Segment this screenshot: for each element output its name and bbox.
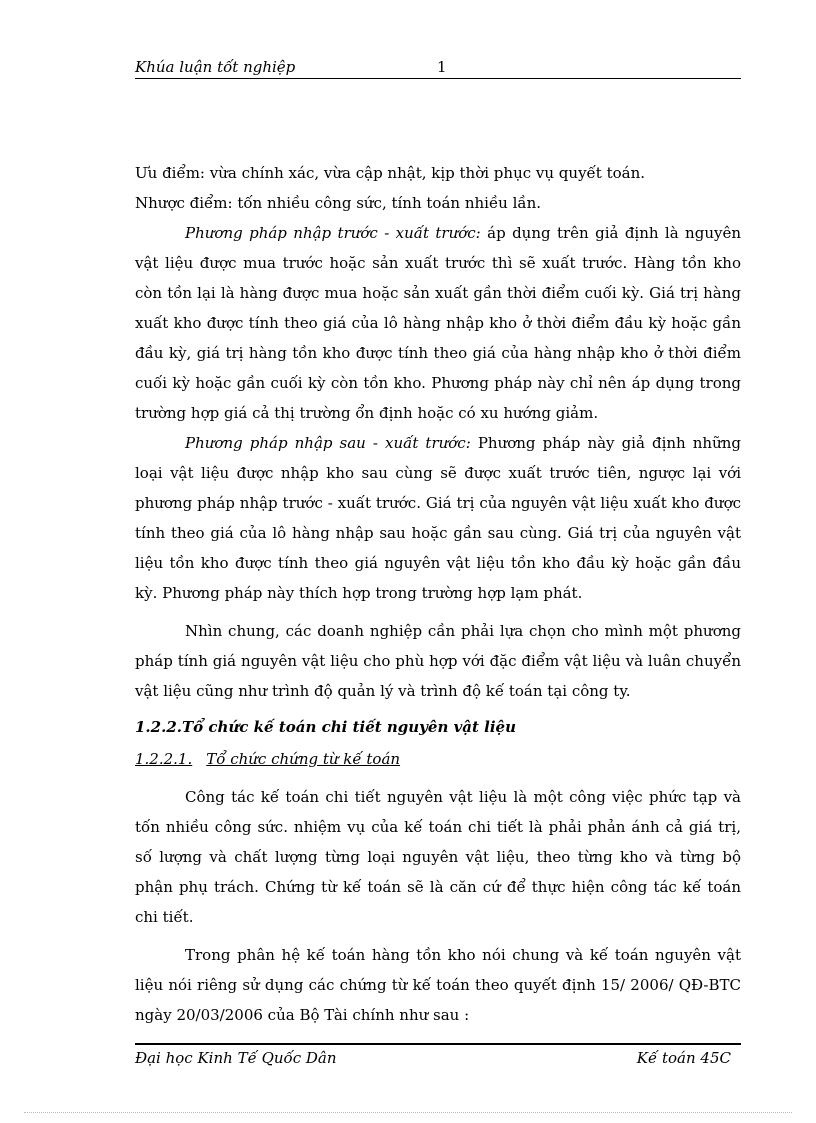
document-body: [135, 158, 741, 1030]
fifo-text: áp dụng trên giả định là nguyên vật liệu được mua trước hoặc sản xuất trước thì sẽ xuất trước. Hàng tồn kho còn tồn lại là hàng được mua hoặc sản xuất gần thời điểm cuối kỳ. Giá trị hàng xuất kho được tính theo giá của lô hàng nhập kho ở thời điểm đầu kỳ hoặc gần đầu kỳ, giá trị hàng tồn kho được tính theo giá của hàng nhập kho ở thời điểm cuối kỳ hoặc gần cuối kỳ còn tồn kho. Phương pháp này chỉ nên áp dụng trong trường hợp giá cả thị trường ổn định hoặc có xu hướng giảm.: [135, 224, 741, 422]
paragraph-detail-accounting: Công tác kế toán chi tiết nguyên vật liệu là một công việc phức tạp và tốn nhiều công sức. nhiệm vụ của kế toán chi tiết là phải phản ánh cả giá trị, số lượng và chất lượng từng loại nguyên vật liệu, theo từng kho và từng bộ phận phụ trách. Chứng từ kế toán sẽ là căn cứ để thực hiện công tác kế toán chi tiết.: [135, 788, 741, 926]
page-header: [135, 56, 741, 79]
section-heading: 1.2.2.Tổ chức kế toán chi tiết nguyên vật liệu: [135, 718, 517, 736]
paragraph-summary: Nhìn chung, các doanh nghiệp cần phải lựa chọn cho mình một phương pháp tính giá nguyên vật liệu cho phù hợp với đặc điểm vật liệu và luân chuyển vật liệu cũng như trình độ quản lý và trình độ kế toán tại công ty.: [135, 622, 741, 700]
document-page: [135, 0, 741, 1123]
subsection-title: Tổ chức chứng từ kế toán: [206, 750, 401, 768]
paragraph-documents: Trong phân hệ kế toán hàng tồn kho nói chung và kế toán nguyên vật liệu nói riêng sử dụng các chứng từ kế toán theo quyết định 15/ 2006/ QĐ-BTC ngày 20/03/2006 của Bộ Tài chính như sau :: [135, 946, 741, 1024]
header-title: Khúa luận tốt nghiệp: [135, 58, 296, 76]
paragraph-disadvantages: Nhược điểm: tốn nhiều công sức, tính toán nhiều lần.: [135, 194, 542, 212]
fifo-label: Phương pháp nhập trước - xuất trước:: [185, 224, 481, 242]
page-number: 1: [437, 58, 447, 76]
paragraph-advantages: Ưu điểm: vừa chính xác, vừa cập nhật, kịp thời phục vụ quyết toán.: [135, 164, 645, 182]
lifo-text: Phương pháp này giả định những loại vật liệu được nhập kho sau cùng sẽ được xuất trước tiên, ngược lại với phương pháp nhập trước - xuất trước. Giá trị của nguyên vật liệu xuất kho được tính theo giá của lô hàng nhập sau hoặc gần sau cùng. Giá trị của nguyên vật liệu tồn kho được tính theo giá nguyên vật liệu tồn kho đầu kỳ hoặc gần đầu kỳ. Phương pháp này thích hợp trong trường hợp lạm phát.: [135, 434, 741, 602]
paragraph-fifo: [135, 218, 741, 428]
subsection-heading: [135, 744, 741, 774]
page-edge-divider: [24, 1112, 792, 1113]
footer-university: Đại học Kinh Tế Quốc Dân: [135, 1049, 337, 1067]
footer-class: Kế toán 45C: [636, 1049, 731, 1067]
paragraph-lifo: [135, 428, 741, 608]
lifo-label: Phương pháp nhập sau - xuất trước:: [185, 434, 471, 452]
subsection-number: 1.2.2.1.: [135, 750, 193, 768]
page-footer: [135, 1043, 741, 1067]
